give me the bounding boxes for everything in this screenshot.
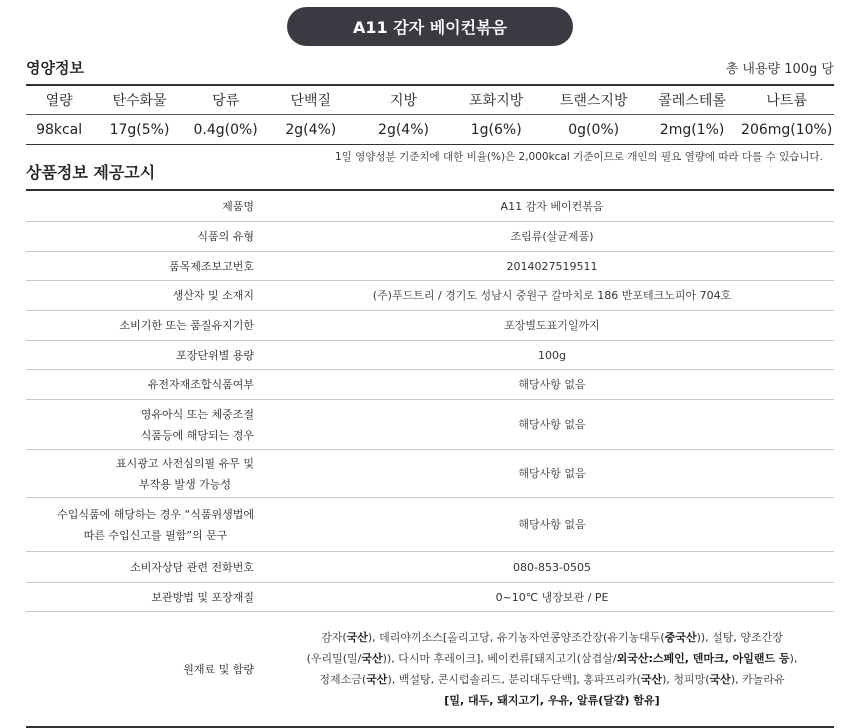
nutrition-note: 1일 영양성분 기준치에 대한 비율(%)은 2,000kcal 기준이므로 개인의 필요 열량에 따라 다를 수 있습니다. xyxy=(335,151,823,163)
ingredients-row xyxy=(26,612,834,726)
info-key-text xyxy=(141,404,254,446)
ingredient-origin-bold: 국산 xyxy=(709,673,731,686)
info-key xyxy=(26,370,270,399)
ingredients-key: 원재료 및 함량 xyxy=(183,662,254,676)
info-row xyxy=(26,583,834,612)
ingredients-line xyxy=(307,669,798,690)
ingredient-text: (우리밀(밀/ xyxy=(306,652,362,665)
nutrition-header-cell: 열량 xyxy=(45,93,73,109)
product-info-table xyxy=(26,189,834,728)
info-key-line: 부작용 발생 가능성 xyxy=(138,477,231,491)
ingredients-text xyxy=(307,627,798,711)
info-value-line: (주)푸드트리 / 경기도 성남시 중원구 갈마치로 186 반포테크노피아 704호 xyxy=(372,289,732,302)
info-key xyxy=(26,341,270,369)
info-value-line: 해당사항 없음 xyxy=(518,467,586,480)
info-key xyxy=(26,498,270,551)
info-key-text xyxy=(197,226,254,247)
nutrition-value-cell: 2g(4%) xyxy=(378,121,429,138)
info-value-text xyxy=(511,226,594,247)
info-key-text xyxy=(57,504,254,546)
info-value-line: 포장별도표기일까지 xyxy=(504,319,600,332)
info-key xyxy=(26,311,270,340)
info-key-line: 식품등에 해당되는 경우 xyxy=(140,428,254,442)
info-key-line: 따른 수입신고를 필함”의 문구 xyxy=(83,528,228,542)
info-value-text xyxy=(373,285,732,306)
nutrition-header xyxy=(26,54,834,80)
info-key xyxy=(26,191,270,221)
info-key-text xyxy=(116,453,254,495)
ingredients-line xyxy=(307,627,798,648)
info-row xyxy=(26,498,834,552)
info-value-line: 2014027519511 xyxy=(506,259,598,273)
info-value-line: 해당사항 없음 xyxy=(518,418,586,431)
info-value-line: 100g xyxy=(538,348,566,362)
ingredient-text: 감자( xyxy=(321,631,347,644)
info-row xyxy=(26,311,834,341)
ingredient-origin-bold: 국산 xyxy=(366,673,388,686)
info-value-text xyxy=(518,414,585,435)
info-row xyxy=(26,341,834,370)
info-row xyxy=(26,252,834,281)
info-key-text xyxy=(176,345,254,366)
product-title-banner xyxy=(287,7,573,46)
info-key xyxy=(26,552,270,582)
info-key-text xyxy=(148,374,254,395)
nutrition-value-cell: 98kcal xyxy=(36,121,83,138)
info-key xyxy=(26,450,270,497)
info-key xyxy=(26,281,270,310)
ingredient-text: ), 데리야끼소스[올리고당, 유기농자연콩양조간장(유기농대두( xyxy=(367,631,665,644)
info-key-line: 제품명 xyxy=(222,199,254,213)
info-key-text xyxy=(119,315,254,336)
info-key-text xyxy=(151,587,254,608)
info-value-text xyxy=(507,256,598,277)
info-key-text xyxy=(222,196,254,217)
ingredient-origin-bold: [밀, 대두, 돼지고기, 우유, 알류(달걀) 함유] xyxy=(444,694,660,707)
nutrition-header-cell: 당류 xyxy=(212,93,240,109)
info-key-line: 식품의 유형 xyxy=(197,230,254,243)
nutrition-header-row xyxy=(26,86,834,115)
ingredient-text: 정제소금( xyxy=(319,673,367,686)
nutrition-header-cell: 포화지방 xyxy=(469,93,524,109)
ingredient-origin-bold: 국산 xyxy=(640,673,663,686)
info-key xyxy=(26,583,270,611)
info-key-line: 생산자 및 소재지 xyxy=(172,289,254,302)
info-row xyxy=(26,450,834,498)
info-value-text xyxy=(538,345,566,366)
nutrition-value-cell: 2mg(1%) xyxy=(659,121,725,138)
nutrition-header-cell: 지방 xyxy=(389,93,418,109)
info-value xyxy=(270,341,834,369)
info-title: 상품정보 제공고시 xyxy=(26,163,156,182)
nutrition-header-cell: 단백질 xyxy=(290,93,332,109)
info-row xyxy=(26,222,834,252)
info-value xyxy=(270,552,834,582)
ingredient-origin-bold: 중국산 xyxy=(664,631,697,644)
product-title: A11 감자 베이컨볶음 xyxy=(353,18,507,37)
info-value xyxy=(270,191,834,221)
info-key xyxy=(26,400,270,449)
ingredient-text: ), 백설탕, 콘시럽솔리드, 분리대두단백], 홍파프리카( xyxy=(387,673,641,686)
info-key-text xyxy=(130,557,254,578)
info-key-line: 유전자재조합식품여부 xyxy=(147,378,254,391)
nutrition-header-cell: 나트륨 xyxy=(766,93,807,109)
info-key xyxy=(26,252,270,280)
info-row xyxy=(26,191,834,222)
info-value xyxy=(270,400,834,449)
ingredient-text: ), 카놀라유 xyxy=(730,673,785,686)
nutrition-table xyxy=(26,84,834,145)
nutrition-value-row xyxy=(26,115,834,144)
ingredient-text: ), xyxy=(789,652,798,665)
nutrition-header-cell: 트랜스지방 xyxy=(559,93,628,109)
info-key-line: 수입식품에 해당하는 경우 “식품위생법에 xyxy=(57,507,254,521)
info-value xyxy=(270,450,834,497)
info-row xyxy=(26,370,834,400)
info-key-line: 보관방법 및 포장재질 xyxy=(151,590,254,604)
nutrition-value-cell: 0g(0%) xyxy=(568,121,620,138)
info-value xyxy=(270,498,834,551)
info-value xyxy=(270,311,834,340)
info-value-text xyxy=(496,587,609,608)
nutrition-header-cell: 탄수화물 xyxy=(112,93,167,109)
ingredients-line xyxy=(307,690,798,711)
ingredient-text: )), 설탕, 양조간장 xyxy=(696,631,783,644)
nutrition-header-cell: 콜레스테롤 xyxy=(658,93,726,109)
info-value-line: 0~10℃ 냉장보관 / PE xyxy=(495,590,609,604)
info-value-line: 해당사항 없음 xyxy=(518,378,586,391)
nutrition-value-cell: 206mg(10%) xyxy=(741,121,833,138)
info-key-text xyxy=(169,256,254,277)
info-value-line: 해당사항 없음 xyxy=(518,518,586,531)
nutrition-value-cell: 1g(6%) xyxy=(470,121,522,138)
info-key-line: 포장단위별 용량 xyxy=(176,348,254,362)
info-key-line: 소비기한 또는 품질유지기한 xyxy=(119,319,254,332)
info-key-line: 품목제조보고번호 xyxy=(168,259,254,273)
info-key-text xyxy=(173,285,254,306)
ingredient-origin-bold: 외국산:스페인, 덴마크, 아일랜드 등 xyxy=(616,652,790,665)
ingredient-origin-bold: 국산 xyxy=(361,652,383,665)
info-value-text xyxy=(518,514,585,535)
info-value-text xyxy=(501,196,604,217)
info-value-text xyxy=(504,315,600,336)
info-value-line: 조림류(살균제품) xyxy=(510,230,594,243)
info-row xyxy=(26,281,834,311)
ingredient-text: ), 청피망( xyxy=(662,673,710,686)
info-value-text xyxy=(518,374,585,395)
info-key-line: 소비자상담 관련 전화번호 xyxy=(130,560,254,574)
ingredients-line xyxy=(307,648,798,669)
info-value-text xyxy=(513,557,591,578)
info-value xyxy=(270,583,834,611)
info-key xyxy=(26,222,270,251)
info-value-line: 080-853-0505 xyxy=(513,560,591,574)
info-value-line: A11 감자 베이컨볶음 xyxy=(500,199,604,213)
nutrition-value-cell: 0.4g(0%) xyxy=(193,121,258,138)
nutrition-value-cell: 2g(4%) xyxy=(285,121,337,138)
info-value-text xyxy=(518,463,585,484)
ingredient-text: )), 다시마 후레이크], 베이컨류[돼지고기(삼겹살/ xyxy=(382,652,617,665)
info-row xyxy=(26,400,834,450)
ingredients-value xyxy=(270,612,834,726)
info-value xyxy=(270,370,834,399)
info-key-line: 영유아식 또는 체중조절 xyxy=(140,407,254,421)
nutrition-title: 영양정보 xyxy=(26,58,84,77)
info-value xyxy=(270,281,834,310)
info-value xyxy=(270,252,834,280)
ingredient-origin-bold: 국산 xyxy=(346,631,368,644)
nutrition-total-label: 총 내용량 100g 당 xyxy=(725,61,834,77)
info-value xyxy=(270,222,834,251)
info-row xyxy=(26,552,834,583)
info-key-line: 표시광고 사전심의필 유무 및 xyxy=(115,456,254,470)
nutrition-value-cell: 17g(5%) xyxy=(109,121,170,138)
